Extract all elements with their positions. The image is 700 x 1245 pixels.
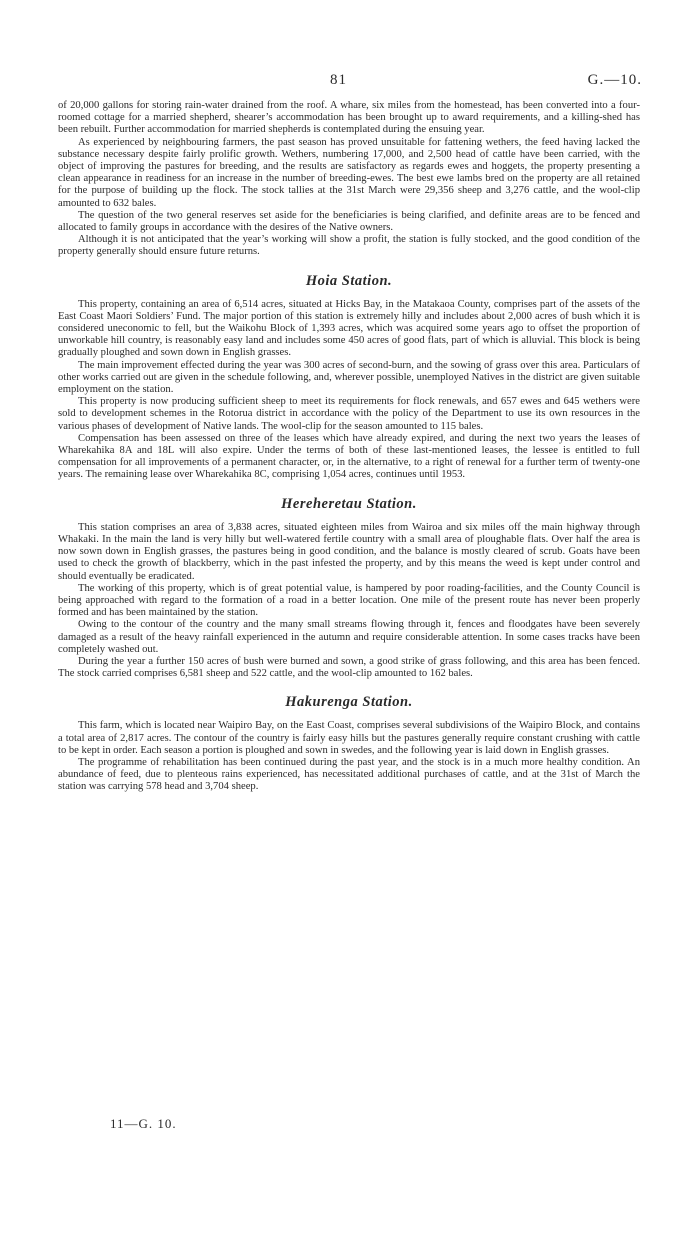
paragraph: The programme of rehabilitation has been continued during the past year, and the stock is in a much more healthy condition. An abundance of feed, due to plenteous rains experienced, has necessitated additional purchases of cattle, and at the 31st of March the station was carrying 578 head and 3,704 sheep. — [58, 756, 640, 793]
paragraph: This property is now producing sufficient sheep to meet its requirements for flock renewals, and 657 ewes and 645 wethers were sold to development schemes in the Rotorua district in accordance with the policy of the Department to use its own resources in the various phases of development of Native lands. The wool-clip for the season amounted to 115 bales. — [58, 396, 640, 432]
paragraph: Owing to the contour of the country and the many small streams flowing through it, fences and floodgates have been severely damaged as a result of the heavy rainfall experienced in the autumn and require considerable attention. In some cases tracks have been completely washed out. — [58, 619, 640, 655]
paragraph: The main improvement effected during the year was 300 acres of second-burn, and the sowing of grass over this area. Particulars of other works carried out are given in the schedule following, and, wherever possible, unemployed Natives in the district are given suitable employment on the station. — [58, 359, 640, 396]
section — [58, 100, 640, 259]
section-heading: Hereheretau Station. — [281, 495, 417, 512]
paragraph: This property, containing an area of 6,514 acres, situated at Hicks Bay, in the Matakaoa County, comprises part of the assets of the East Coast Maori Soldiers’ Fund. The major portion of this station is extremely hilly and includes about 2,000 acres of bush which it is considered uneconomic to fell, but the Waikohu Block of 1,393 acres, which was acquired some years ago to offset the proportion of unworkable hill country, is reasonably easy land and includes some 450 acres of good flats, part of which is alluvial. This block is being gradually ploughed and sown down in English grasses. — [58, 298, 640, 359]
paragraph: As experienced by neighbouring farmers, the past season has proved unsuitable for fattening wethers, the feed having lacked the substance necessary despite fairly prolific growth. Wethers, numbering 17,000, and 2,500 head of cattle have been carried, with the object of improving the pastures for breeding, and the results are satisfactory as regards ewes and hoggets, the property presenting a clean appearance in readiness for an increase in the number of breeding-ewes. The best ewe lambs bred on the property are all retained for the purpose of building up the flock. The stock tallies at the 31st March were 29,356 sheep and 3,276 cattle, and the wool-clip amounted to 632 bales. — [58, 136, 640, 209]
section — [58, 496, 640, 681]
paragraph: of 20,000 gallons for storing rain-water drained from the roof. A whare, six miles from the homestead, has been converted into a four-roomed cottage for a married shepherd, shearer’s accommodation has been brought up to award requirements, and a killing-shed has been rebuilt. Further accommodation for married shepherds is contemplated during the ensuing year. — [58, 100, 640, 136]
sheet-signature: 11—G. 10. — [110, 1116, 177, 1131]
page-number: 81 — [330, 72, 347, 88]
paragraph: During the year a further 150 acres of bush were burned and sown, a good strike of grass following, and this area has been fenced. The stock carried comprises 6,581 sheep and 522 cattle, and the wool-clip amounted to 162 bales. — [58, 655, 640, 680]
document-reference: G.—10. — [587, 72, 642, 88]
paragraph: The working of this property, which is of great potential value, is hampered by poor roading-facilities, and the County Council is being approached with regard to the formation of a road in a better location. One mile of the present route has never been properly formed and has been maintained by the station. — [58, 582, 640, 619]
paragraph: This station comprises an area of 3,838 acres, situated eighteen miles from Wairoa and six miles off the main highway through Whakaki. In the main the land is very hilly but well-watered fertile country with a small area of ploughable flats. Over half the area is now sown down in English grasses, the pastures being in good condition, and the balance is mostly cleared of scrub. Goats have been used to check the growth of blackberry, which in the past infested the property, and by this means the weed is kept under control and should eventually be eradicated. — [58, 521, 640, 582]
paragraph: Although it is not anticipated that the year’s working will show a profit, the station is fully stocked, and the good condition of the property generally should ensure future returns. — [58, 234, 640, 258]
document-body — [58, 100, 640, 794]
section — [58, 273, 640, 482]
section — [58, 694, 640, 793]
paragraph: Compensation has been assessed on three of the leases which have already expired, and during the next two years the leases of Wharekahika 8A and 18L will also expire. Under the terms of both of these last-mentioned leases, the lessee is entitled to full compensation for all improvements of a permanent character, or, in the alternative, to a right of renewal for a further term of twenty-one years. The remaining lease over Wharekahika 8C, comprising 1,054 acres, continues until 1953. — [58, 432, 640, 481]
paragraph: This farm, which is located near Waipiro Bay, on the East Coast, comprises several subdivisions of the Waipiro Block, and contains a total area of 2,817 acres. The contour of the country is fairly easy hills but the pastures generally require constant crushing with cattle to be kept in order. Each season a portion is ploughed and sown in swedes, and the following year is laid down in English grasses. — [58, 720, 640, 756]
paragraph: The question of the two general reserves set aside for the beneficiaries is being clarified, and definite areas are to be fenced and allocated to family groups in accordance with the desires of the Native owners. — [58, 209, 640, 234]
section-heading: Hoia Station. — [305, 272, 393, 289]
section-heading: Hakurenga Station. — [285, 694, 413, 711]
